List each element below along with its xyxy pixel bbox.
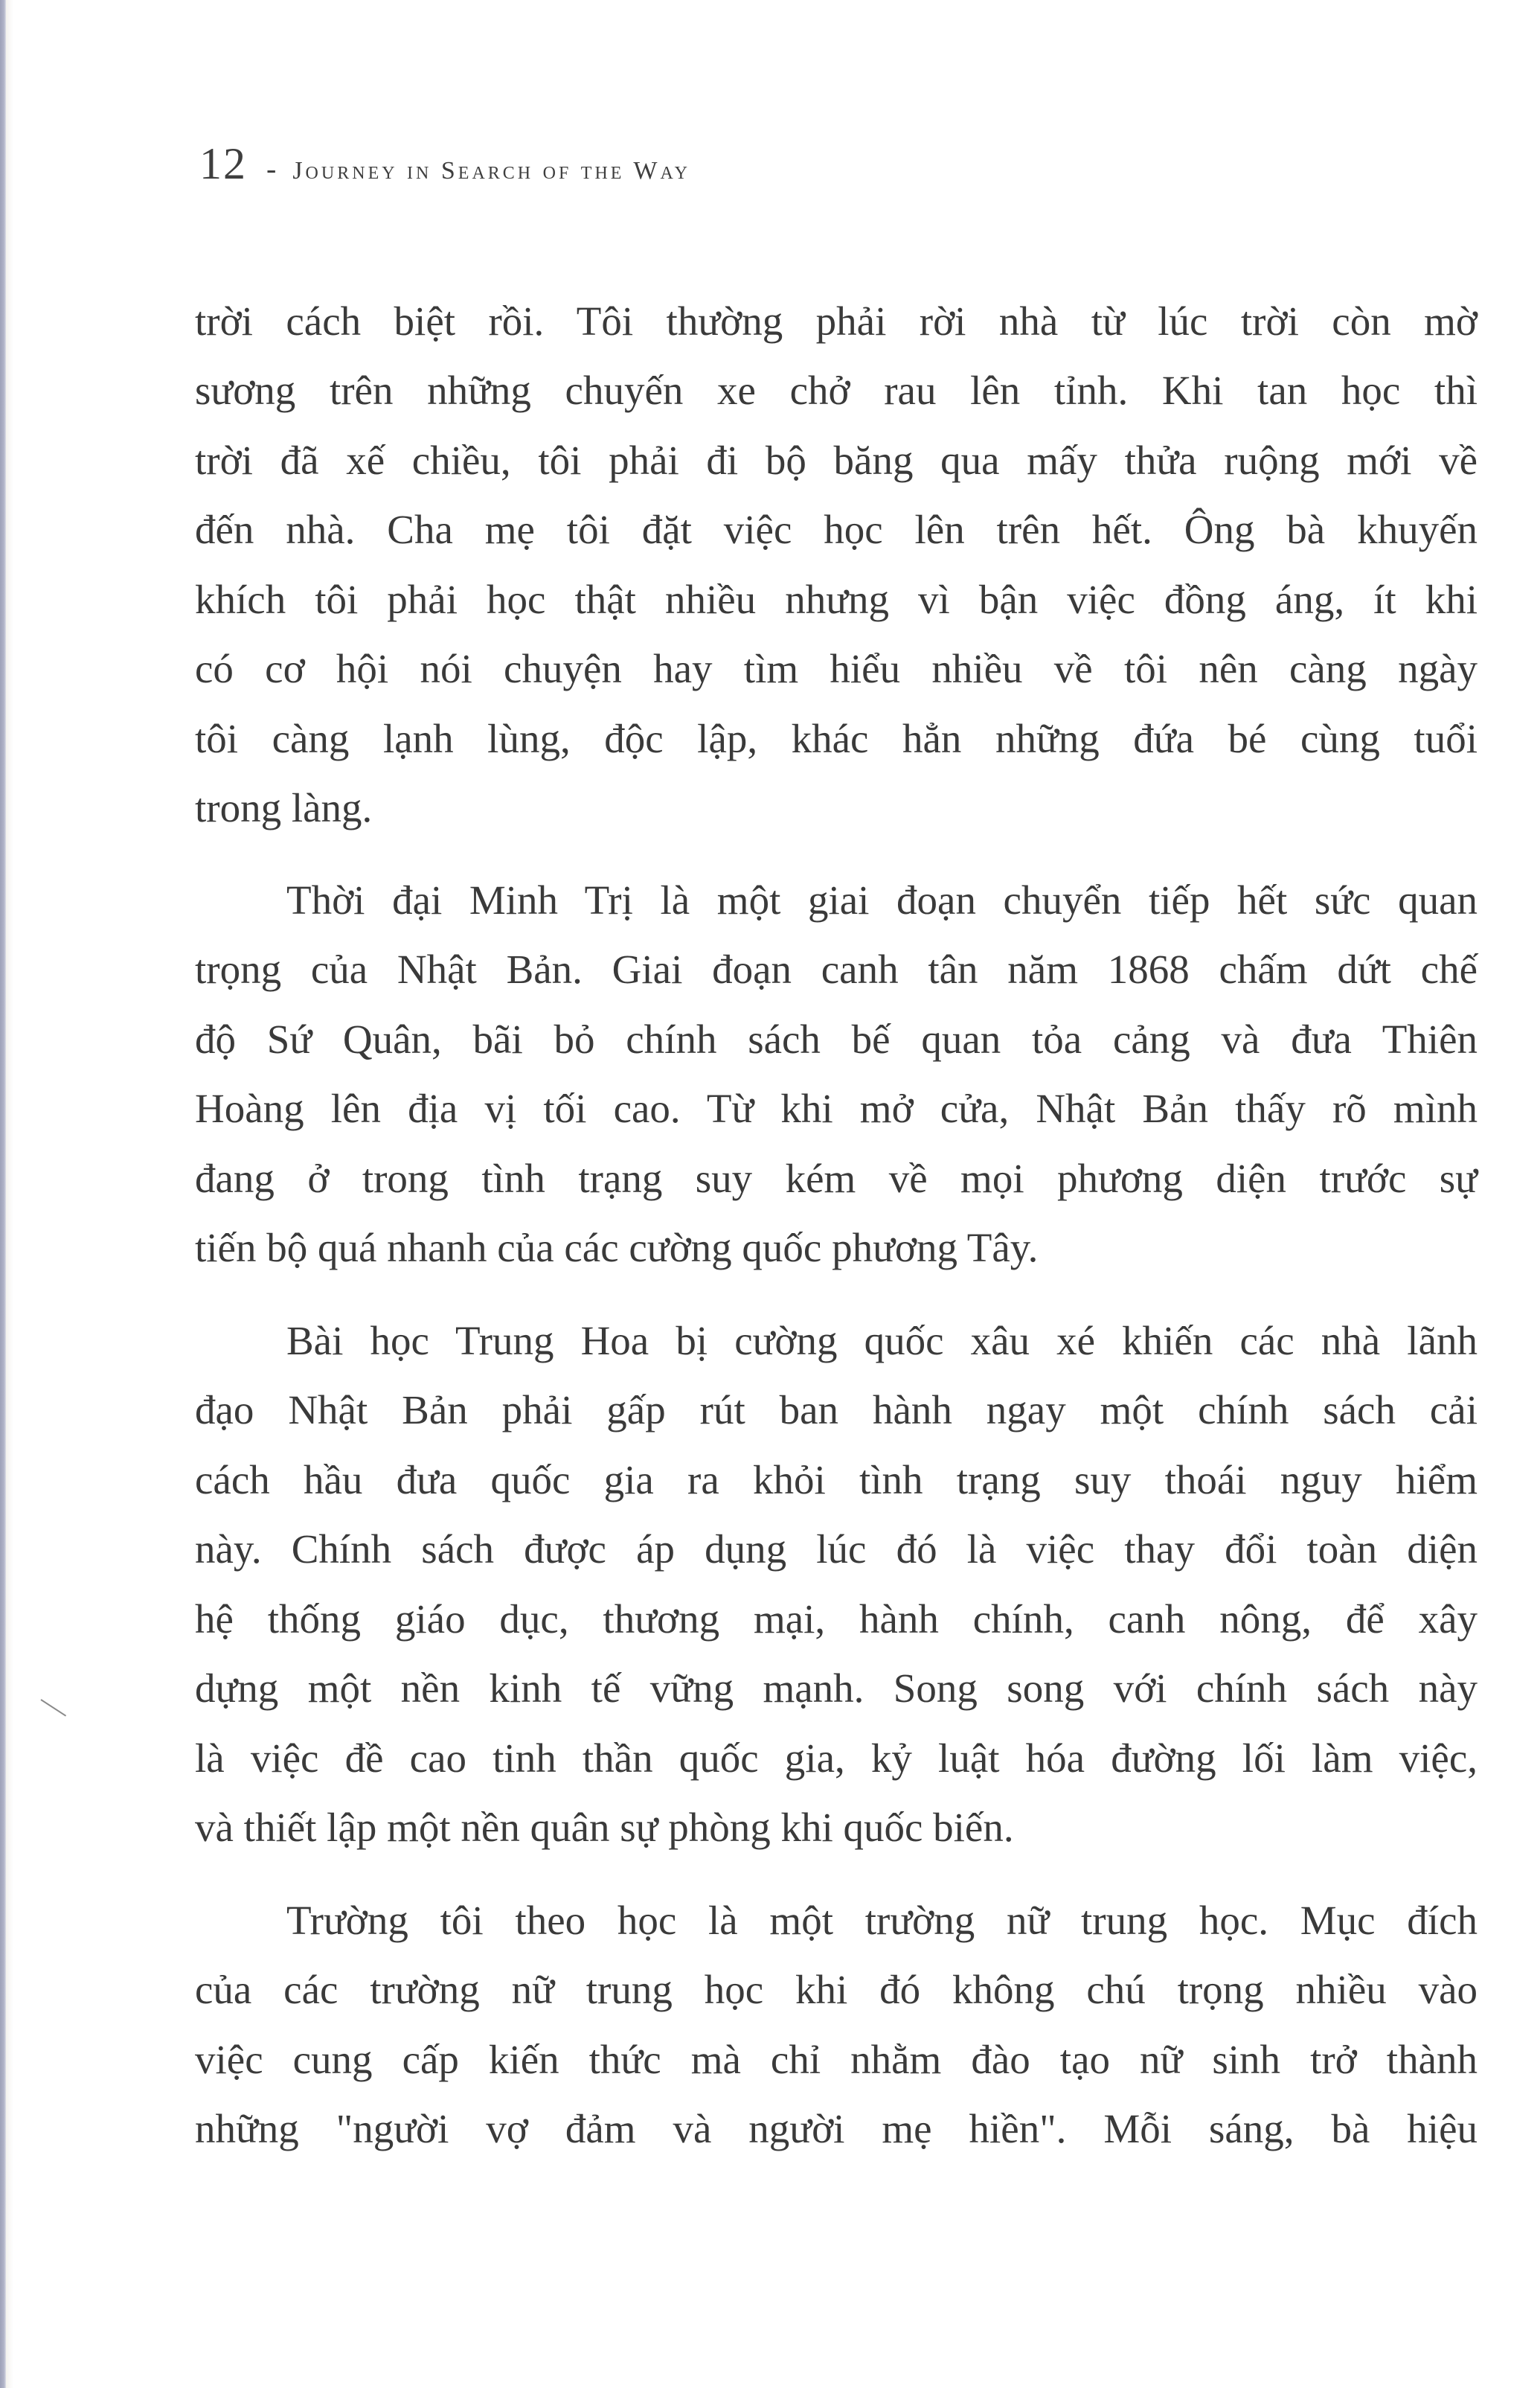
text-line: Thời đại Minh Trị là một giai đoạn chuyển tiếp hết sức quan: [286, 877, 1478, 923]
text-line: trời đã xế chiều, tôi phải đi bộ băng qua mấy thửa ruộng mới về: [195, 438, 1478, 483]
text-line: những "người vợ đảm và người mẹ hiền". Mỗi sáng, bà hiệu: [195, 2106, 1478, 2151]
page-binding-edge: [0, 0, 6, 2388]
text-line: dựng một nền kinh tế vững mạnh. Song song với chính sách này: [195, 1665, 1478, 1711]
text-line: này. Chính sách được áp dụng lúc đó là việc thay đổi toàn diện: [195, 1526, 1478, 1572]
header-separator: -: [266, 152, 277, 185]
pencil-mark: [40, 1699, 66, 1716]
text-line: cách hầu đưa quốc gia ra khỏi tình trạng suy thoái nguy hiểm: [195, 1457, 1478, 1502]
page-edge-shadow: [6, 0, 13, 2388]
text-line: tôi càng lạnh lùng, độc lập, khác hẳn những đứa bé cùng tuổi: [195, 716, 1478, 761]
text-line: sương trên những chuyến xe chở rau lên tỉnh. Khi tan học thì: [195, 368, 1478, 413]
text-line: Hoàng lên địa vị tối cao. Từ khi mở cửa, Nhật Bản thấy rõ mình: [195, 1086, 1478, 1131]
text-line: độ Sứ Quân, bãi bỏ chính sách bế quan tỏa cảng và đưa Thiên: [195, 1017, 1478, 1062]
text-line: đến nhà. Cha mẹ tôi đặt việc học lên trên hết. Ông bà khuyến: [195, 507, 1478, 552]
running-title: Journey in Search of the Way: [292, 157, 690, 185]
text-line: tiến bộ quá nhanh của các cường quốc phương Tây.: [195, 1225, 1039, 1270]
running-header: [199, 138, 690, 190]
text-line: đang ở trong tình trạng suy kém về mọi phương diện trước sự: [195, 1156, 1478, 1201]
text-line: của các trường nữ trung học khi đó không chú trọng nhiều vào: [195, 1967, 1478, 2012]
text-line: Bài học Trung Hoa bị cường quốc xâu xé khiến các nhà lãnh: [286, 1318, 1478, 1363]
text-line: trong làng.: [195, 785, 373, 830]
text-line: khích tôi phải học thật nhiều nhưng vì bận việc đồng áng, ít khi: [195, 577, 1478, 622]
page-number: 12: [199, 139, 247, 188]
text-line: trọng của Nhật Bản. Giai đoạn canh tân năm 1868 chấm dứt chế: [195, 947, 1478, 992]
text-line: hệ thống giáo dục, thương mại, hành chính, canh nông, để xây: [195, 1596, 1478, 1642]
text-line: Trường tôi theo học là một trường nữ trung học. Mục đích: [286, 1898, 1478, 1943]
text-line: có cơ hội nói chuyện hay tìm hiểu nhiều về tôi nên càng ngày: [195, 646, 1478, 691]
text-line: và thiết lập một nền quân sự phòng khi quốc biến.: [195, 1805, 1014, 1850]
text-line: là việc đề cao tinh thần quốc gia, kỷ luật hóa đường lối làm việc,: [195, 1735, 1478, 1781]
text-line: việc cung cấp kiến thức mà chỉ nhằm đào tạo nữ sinh trở thành: [195, 2037, 1478, 2082]
text-line: trời cách biệt rồi. Tôi thường phải rời nhà từ lúc trời còn mờ: [195, 298, 1478, 344]
text-line: đạo Nhật Bản phải gấp rút ban hành ngay một chính sách cải: [195, 1387, 1478, 1433]
